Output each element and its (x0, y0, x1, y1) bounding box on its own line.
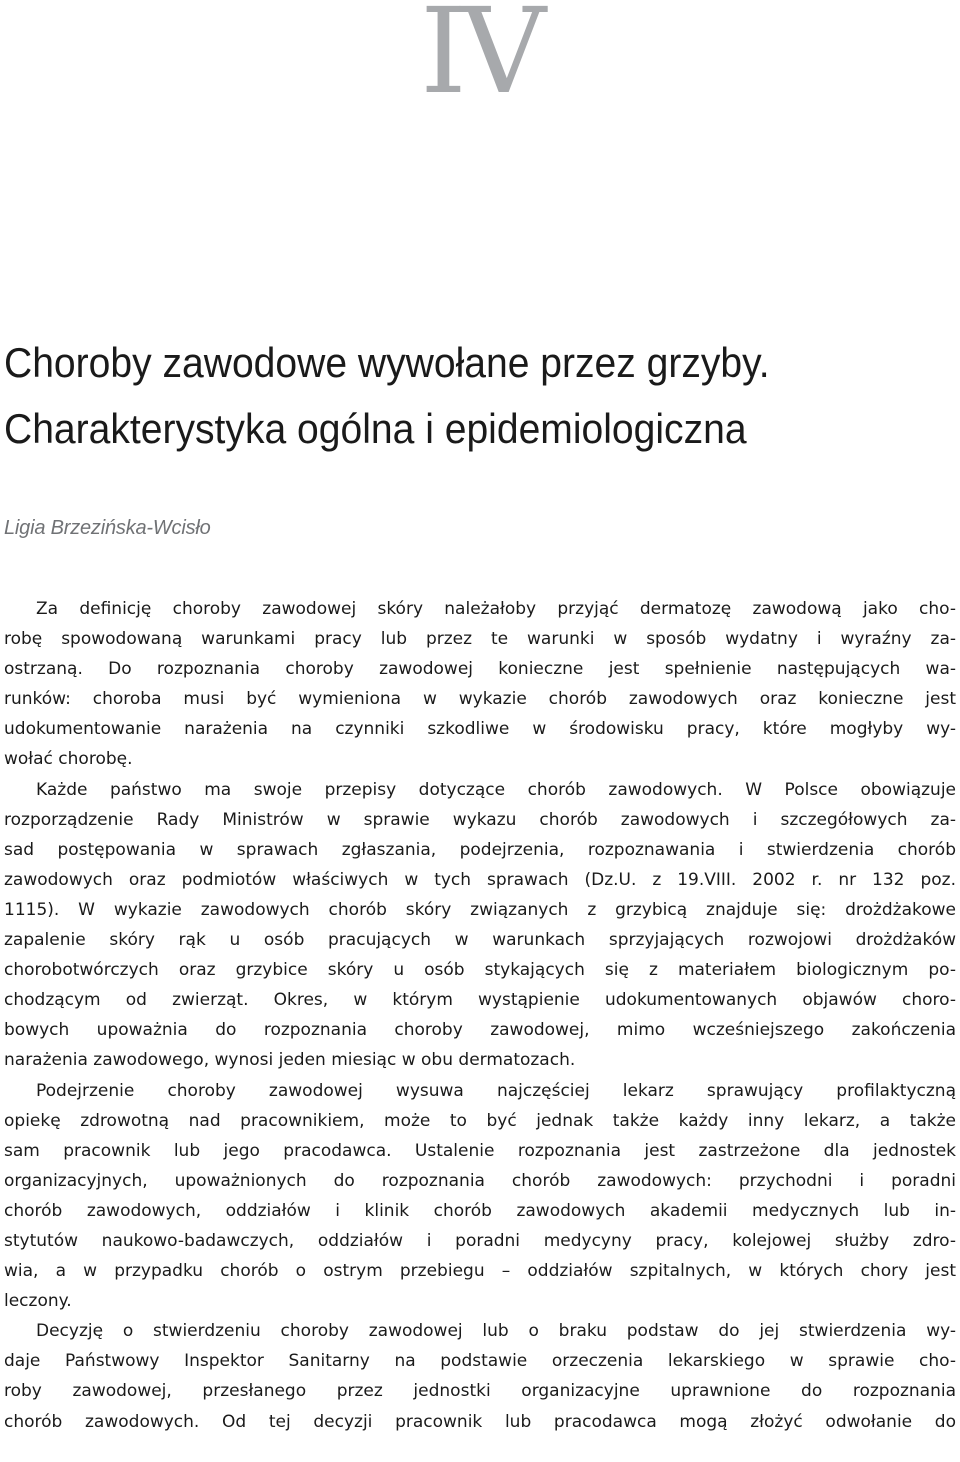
chapter-title (4, 330, 893, 462)
body-line: organizacyjnych, upoważnionych do rozpoznania chorób zawodowych: przychodni i poradni (4, 1170, 956, 1191)
body-line: chorób zawodowych, oddziałów i klinik chorób zawodowych akademii medycznych lub in- (4, 1200, 956, 1221)
body-line: chorób zawodowych. Od tej decyzji pracownik lub pracodawca mogą złożyć odwołanie do (4, 1411, 956, 1432)
body-text (4, 594, 956, 1437)
body-line: opiekę zdrowotną nad pracownikiem, może to być jednak także każdy inny lekarz, a także (4, 1110, 956, 1131)
body-line: wia, a w przypadku chorób o ostrym przebiegu – oddziałów szpitalnych, w których chory jest (4, 1261, 956, 1282)
body-line: sad postępowania w sprawach zgłaszania, podejrzenia, rozpoznawania i stwierdzenia chorób (4, 839, 956, 860)
body-line: udokumentowanie narażenia na czynniki szkodliwe w środowisku pracy, które mogłyby wy- (4, 719, 956, 740)
body-line: Każde państwo ma swoje przepisy dotyczące chorób zawodowych. W Polsce obowiązuje (36, 779, 956, 800)
body-line: rozporządzenie Rady Ministrów w sprawie wykazu chorób zawodowych i szczegółowych za- (4, 809, 956, 830)
body-line: wołać chorobę. (4, 749, 133, 770)
body-line: Decyzję o stwierdzeniu choroby zawodowej lub o braku podstaw do jej stwierdzenia wy- (36, 1321, 956, 1342)
body-line: leczony. (4, 1291, 72, 1312)
chapter-title-line-2: Charakterystyka ogólna i epidemiologiczna (4, 405, 747, 452)
body-line: Podejrzenie choroby zawodowej wysuwa najczęściej lekarz sprawujący profilaktyczną (36, 1080, 956, 1101)
body-line: daje Państwowy Inspektor Sanitarny na podstawie orzeczenia lekarskiego w sprawie cho- (4, 1351, 956, 1372)
body-line: roby zawodowej, przesłanego przez jednostki organizacyjne uprawnione do rozpoznania (4, 1381, 956, 1402)
body-line: runków: choroba musi być wymieniona w wykazie chorób zawodowych oraz konieczne jest (4, 689, 956, 710)
body-line: Za definicję choroby zawodowej skóry należałoby przyjąć dermatozę zawodową jako cho- (36, 599, 956, 619)
body-line: bowych upoważnia do rozpoznania choroby zawodowej, mimo wcześniejszego zakończenia (4, 1020, 956, 1041)
author-name: Ligia Brzezińska-Wcisło (4, 517, 211, 539)
body-line: chorobotwórczych oraz grzybice skóry u osób stykających się z materiałem biologicznym po- (4, 960, 956, 981)
body-line: 1115). W wykazie zawodowych chorób skóry związanych z grzybicą znajduje się: drożdżakowe (4, 899, 956, 920)
body-line: chodzącym od zwierząt. Okres, w którym wystąpienie udokumentowanych objawów choro- (4, 990, 956, 1011)
chapter-number: IV (420, 0, 540, 120)
body-line: sam pracownik lub jego pracodawca. Ustalenie rozpoznania jest zastrzeżone dla jednostek (4, 1140, 956, 1161)
chapter-title-line-1: Choroby zawodowe wywołane przez grzyby. (4, 339, 770, 386)
body-line: zawodowych oraz podmiotów właściwych w tych sprawach (Dz.U. z 19.VIII. 2002 r. nr 132 poz. (4, 869, 956, 890)
body-line: robę spowodowaną warunkami pracy lub przez te warunki w sposób wydatny i wyraźny za- (4, 629, 956, 650)
body-line: ostrzaną. Do rozpoznania choroby zawodowej konieczne jest spełnienie następujących wa- (4, 659, 956, 680)
body-line: stytutów naukowo-badawczych, oddziałów i poradni medycyny pracy, kolejowej służby zdro- (4, 1230, 956, 1251)
body-line: narażenia zawodowego, wynosi jeden miesiąc w obu dermatozach. (4, 1050, 576, 1071)
body-line: zapalenie skóry rąk u osób pracujących w warunkach sprzyjających rozwojowi drożdżaków (4, 930, 956, 951)
